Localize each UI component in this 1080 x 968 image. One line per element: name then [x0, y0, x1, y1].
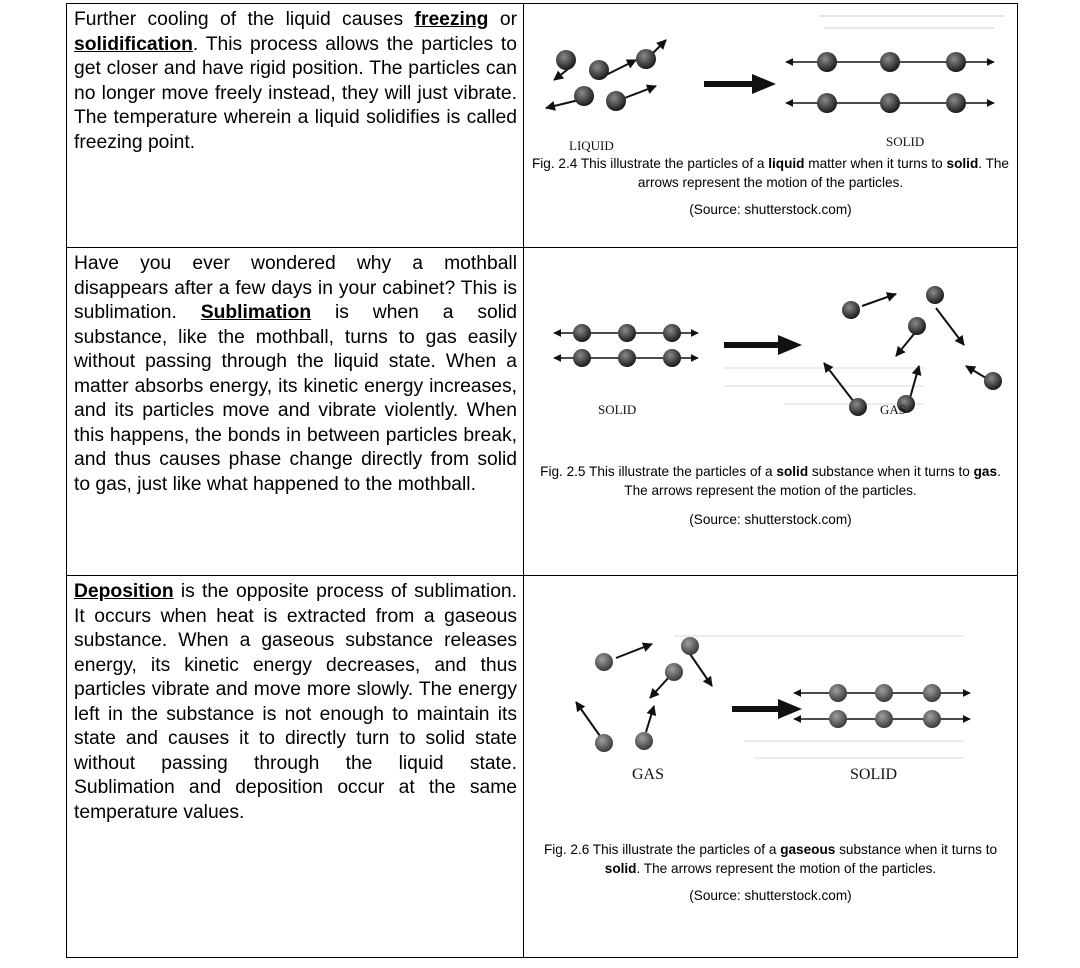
- term-deposition: Deposition: [74, 581, 174, 602]
- transition-arrow: [724, 335, 802, 355]
- figure-liquid-to-solid: [524, 4, 1018, 154]
- text-cell-freezing: [67, 4, 524, 248]
- term-sublimation: Sublimation: [200, 302, 312, 323]
- figure-label-liquid: LIQUID: [569, 138, 614, 153]
- figure-cell-sublimation: [524, 248, 1018, 576]
- figure-label-solid: SOLID: [598, 402, 637, 417]
- paragraph-sublimation: Have you ever wondered why a mothball disappears after a few days in your cabinet? This is sublimation. Sublimation is when a solid substance, like the mothball, turns to gas easily without passing through the liquid state. When a matter absorbs energy, its kinetic energy increases, and its particles move and vibrate violently. When this happens, the bonds in between particles break, and thus causes phase change directly from solid to gas, just like what happened to the mothball.: [74, 253, 517, 495]
- figure-label-solid: SOLID: [850, 766, 898, 783]
- faint-background-text: [819, 16, 1004, 28]
- transition-arrow: [704, 74, 776, 94]
- text-cell-sublimation: [67, 248, 524, 576]
- figure-gas-to-solid: [524, 576, 1018, 826]
- figure-caption-2-5: Fig. 2.5 This illustrate the particles of a solid substance when it turns to gas. The arrows represent the motion of the particles.: [540, 464, 1001, 498]
- liquid-particles: [546, 40, 666, 111]
- paragraph-freezing: Further cooling of the liquid causes freezing or solidification. This process allows the particles to get closer and have rigid position. The particles can no longer move freely instead, they will just vibrate. The temperature wherein a liquid solidifies is called freezing point.: [74, 9, 517, 153]
- row-deposition: [67, 576, 1018, 958]
- figure-caption-2-6: Fig. 2.6 This illustrate the particles of a gaseous substance when it turns to solid. The arrows represent the motion of the particles.: [543, 842, 998, 876]
- row-freezing: [67, 4, 1018, 248]
- faint-background-text: [724, 368, 924, 404]
- figure-source-2-5: (Source: shutterstock.com): [689, 512, 852, 527]
- row-sublimation: [67, 248, 1018, 576]
- figure-source-2-4: (Source: shutterstock.com): [689, 202, 852, 217]
- content-table: [66, 3, 1018, 958]
- figure-label-solid: SOLID: [886, 134, 925, 149]
- transition-arrow: [732, 699, 802, 719]
- figure-cell-deposition: [524, 576, 1018, 958]
- figure-cell-freezing: [524, 4, 1018, 248]
- term-solidification: solidification: [74, 33, 193, 55]
- figure-label-gas: GAS: [880, 402, 907, 417]
- figure-label-gas: GAS: [632, 766, 665, 783]
- figure-caption-2-4: Fig. 2.4 This illustrate the particles of a liquid matter when it turns to solid. The arrows represent the motion of the particles.: [531, 156, 1009, 190]
- paragraph-deposition: Deposition is the opposite process of sublimation. It occurs when heat is extracted from a gaseous substance. When a gaseous substance releases energy, its kinetic energy decreases, and thus particles vibrate and move more slowly. The energy left in the substance is not enough to maintain its state and causes it to directly turn to solid state without passing through the liquid state. Sublimation and deposition occur at the same temperature values.: [74, 581, 517, 823]
- term-freezing: freezing: [414, 9, 489, 30]
- figure-source-2-6: (Source: shutterstock.com): [689, 888, 852, 903]
- figure-solid-to-gas: [524, 248, 1018, 448]
- text-cell-deposition: [67, 576, 524, 958]
- faint-background-text: [674, 636, 964, 758]
